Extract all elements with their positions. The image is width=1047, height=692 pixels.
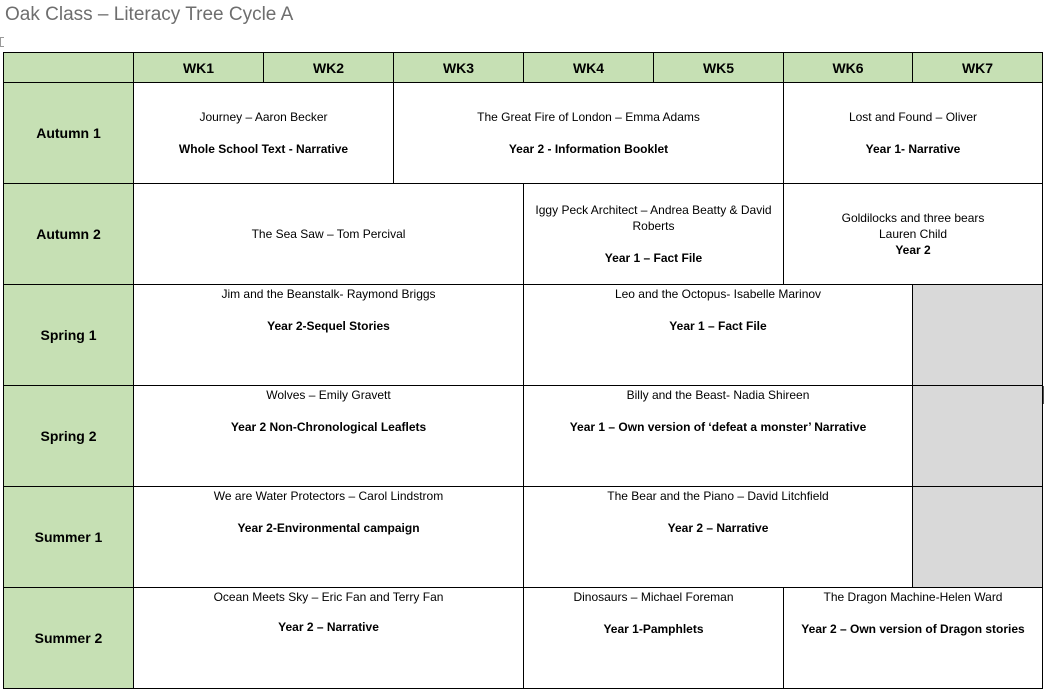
- book-title: Leo and the Octopus- Isabelle Marinov: [614, 287, 822, 301]
- header-row: [4, 53, 1043, 83]
- book-title: The Bear and the Piano – David Litchfield: [607, 489, 829, 503]
- unit-cell: [134, 285, 524, 386]
- term-label: Summer 2: [4, 588, 134, 689]
- term-label: Autumn 2: [4, 184, 134, 285]
- week-header: WK1: [134, 53, 264, 83]
- term-label: Spring 2: [4, 386, 134, 487]
- week-header: WK6: [784, 53, 913, 83]
- week-header: WK4: [524, 53, 654, 83]
- empty-week-cell: [913, 487, 1043, 588]
- book-title: Journey – Aaron Becker: [199, 110, 328, 124]
- book-title: Jim and the Beanstalk- Raymond Briggs: [221, 287, 436, 301]
- term-label: Spring 1: [4, 285, 134, 386]
- unit-cell: [134, 184, 524, 285]
- unit-cell: [784, 83, 1043, 184]
- writing-outcome: Year 1 – Fact File: [604, 251, 703, 265]
- unit-cell: [134, 83, 394, 184]
- unit-cell: [134, 386, 524, 487]
- writing-outcome: Year 1 – Own version of ‘defeat a monster’ Narrative: [569, 420, 867, 434]
- unit-cell: [784, 588, 1043, 689]
- unit-cell: [524, 588, 784, 689]
- book-title: The Dragon Machine-Helen Ward: [823, 590, 1003, 604]
- book-title: Wolves – Emily Gravett: [266, 388, 391, 402]
- writing-outcome: Year 2-Environmental campaign: [237, 521, 420, 535]
- writing-outcome: Year 1 – Fact File: [669, 319, 767, 333]
- writing-outcome: Year 2-Sequel Stories: [267, 319, 390, 333]
- empty-week-cell: [913, 285, 1043, 386]
- book-title: Lost and Found – Oliver: [848, 110, 978, 124]
- unit-cell: [394, 83, 784, 184]
- writing-outcome: Year 1- Narrative: [865, 142, 961, 156]
- unit-cell: [134, 487, 524, 588]
- page-title: Oak Class – Literacy Tree Cycle A: [5, 4, 294, 25]
- week-header: WK5: [654, 53, 784, 83]
- unit-cell: [134, 588, 524, 689]
- table-row: [4, 487, 1043, 588]
- table-row: [4, 184, 1043, 285]
- writing-outcome: Year 2 - Information Booklet: [508, 142, 669, 156]
- book-title: The Great Fire of London – Emma Adams: [477, 110, 700, 124]
- writing-outcome: Year 2 – Own version of Dragon stories: [801, 622, 1025, 636]
- writing-outcome: Year 1-Pamphlets: [603, 622, 704, 636]
- week-header: WK3: [394, 53, 524, 83]
- text-cursor: [1043, 386, 1044, 404]
- term-label: Autumn 1: [4, 83, 134, 184]
- unit-cell: [524, 386, 913, 487]
- week-header: WK2: [264, 53, 394, 83]
- term-label: Summer 1: [4, 487, 134, 588]
- unit-cell: [784, 184, 1043, 285]
- table-row: [4, 83, 1043, 184]
- writing-outcome: Year 2 – Narrative: [278, 620, 379, 634]
- anchor-marker: [0, 37, 4, 47]
- book-title: The Sea Saw – Tom Percival: [251, 227, 406, 241]
- unit-cell: [524, 184, 784, 285]
- unit-cell: [524, 487, 913, 588]
- writing-outcome: Year 2: [895, 243, 931, 257]
- book-title: Ocean Meets Sky – Eric Fan and Terry Fan: [213, 590, 444, 604]
- table-row: [4, 285, 1043, 386]
- book-author: Lauren Child: [878, 227, 948, 241]
- book-title: Billy and the Beast- Nadia Shireen: [626, 388, 810, 402]
- writing-outcome: Year 2 – Narrative: [667, 521, 769, 535]
- writing-outcome: Year 2 Non-Chronological Leaflets: [230, 420, 427, 434]
- book-title: Iggy Peck Architect – Andrea Beatty & David Roberts: [535, 203, 772, 233]
- book-title: Goldilocks and three bears: [841, 211, 985, 225]
- writing-outcome: Whole School Text - Narrative: [178, 142, 349, 156]
- curriculum-table: [3, 52, 1043, 689]
- week-header: WK7: [913, 53, 1043, 83]
- unit-cell: [524, 285, 913, 386]
- table-row: [4, 588, 1043, 689]
- book-title: We are Water Protectors – Carol Lindstrom: [213, 489, 444, 503]
- book-title: Dinosaurs – Michael Foreman: [573, 590, 734, 604]
- empty-week-cell: [913, 386, 1043, 487]
- corner-cell: [4, 53, 134, 83]
- table-row: [4, 386, 1043, 487]
